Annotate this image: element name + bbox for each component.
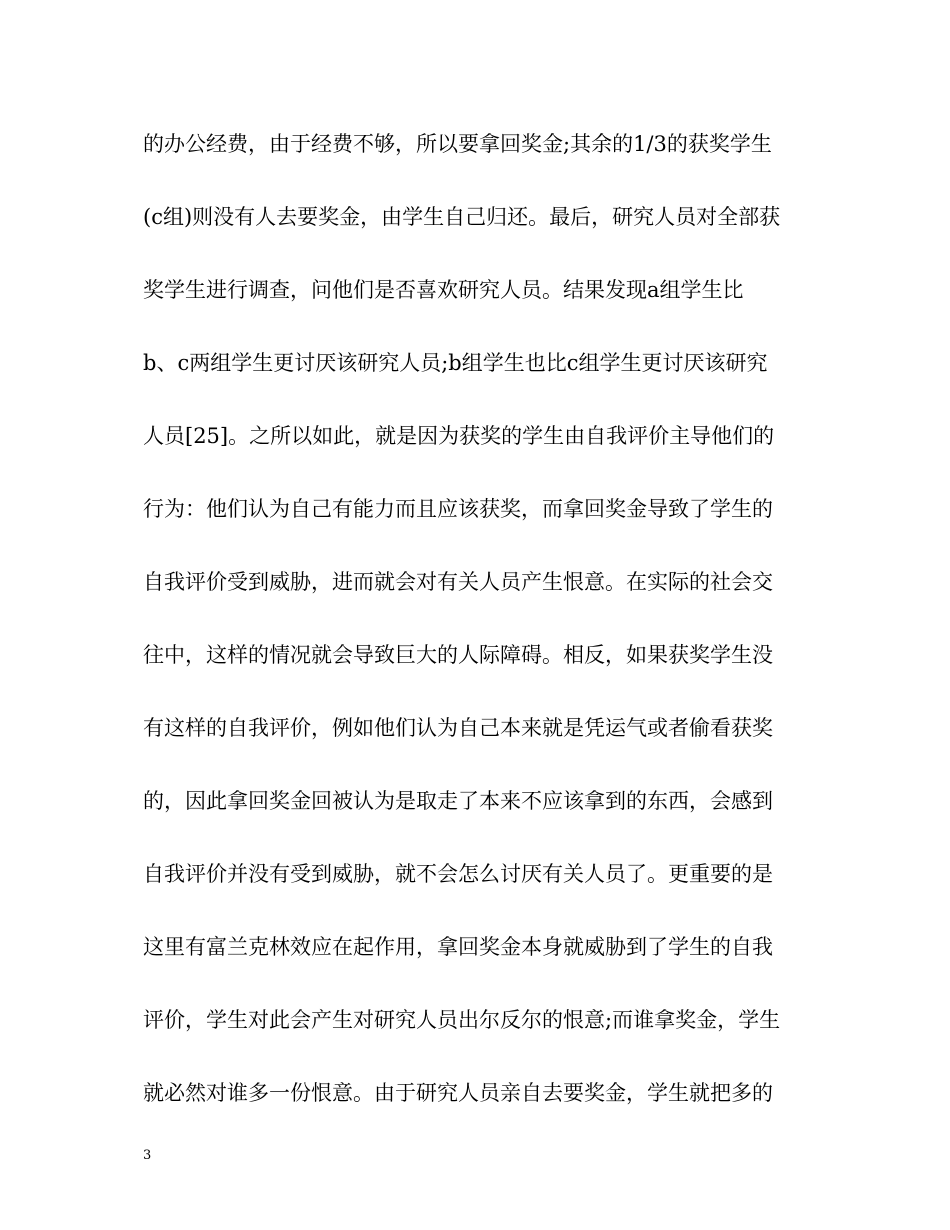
text-line: 往中，这样的情况就会导致巨大的人际障碍。相反，如果获奖学生没 [143,643,773,667]
text-line: 奖学生进行调查，问他们是否喜欢研究人员。结果发现a组学生比 [143,278,744,302]
text-line: b、c两组学生更讨厌该研究人员;b组学生也比c组学生更讨厌该研究 [143,351,768,375]
text-line: 有这样的自我评价，例如他们认为自己本来就是凭运气或者偷看获奖 [143,716,773,740]
text-line: 评价，学生对此会产生对研究人员出尔反尔的恨意;而谁拿奖金，学生 [143,1008,781,1032]
text-line: 就必然对谁多一份恨意。由于研究人员亲自去要奖金，学生就把多的 [143,1081,773,1105]
text-line: 的办公经费，由于经费不够，所以要拿回奖金;其余的1/3的获奖学生 [143,132,772,156]
body-text [143,124,823,1146]
text-line: 自我评价并没有受到威胁，就不会怎么讨厌有关人员了。更重要的是 [143,862,773,886]
text-line: 这里有富兰克林效应在起作用，拿回奖金本身就威胁到了学生的自我 [143,935,773,959]
text-line: 行为：他们认为自己有能力而且应该获奖，而拿回奖金导致了学生的 [143,497,773,521]
text-line: 自我评价受到威胁，进而就会对有关人员产生恨意。在实际的社会交 [143,570,773,594]
page-number: 3 [143,1148,152,1163]
text-line: (c组)则没有人去要奖金，由学生自己归还。最后，研究人员对全部获 [143,205,781,229]
text-line: 人员[25]。之所以如此，就是因为获奖的学生由自我评价主导他们的 [143,424,775,448]
text-line: 的，因此拿回奖金回被认为是取走了本来不应该拿到的东西，会感到 [143,789,773,813]
